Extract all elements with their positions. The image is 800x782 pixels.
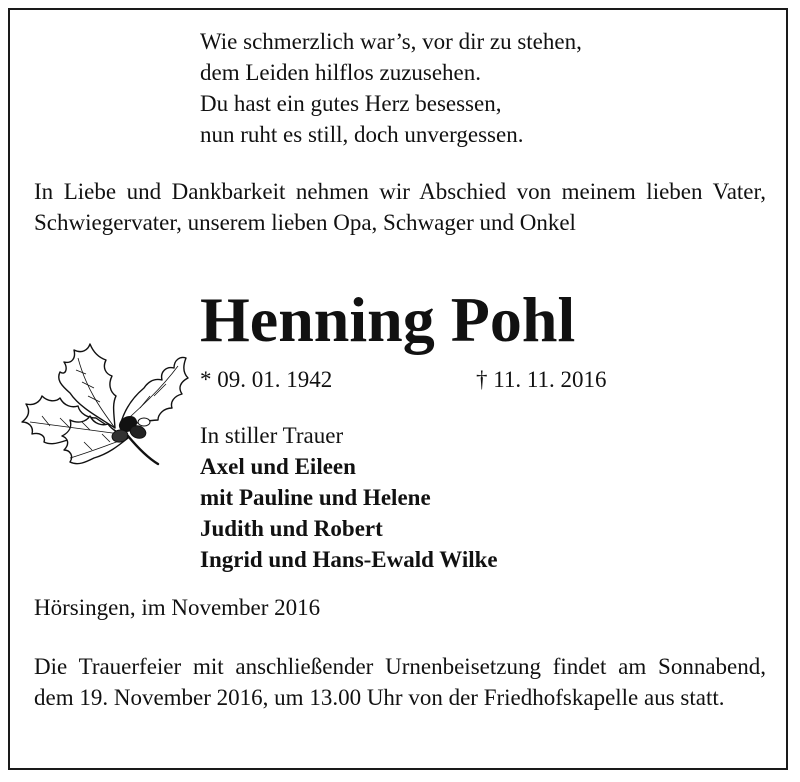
mourner-name: Axel und Eileen <box>200 454 356 479</box>
mourner-name: Ingrid und Hans-Ewald Wilke <box>200 547 498 572</box>
place-and-date: Hörsingen, im November 2016 <box>34 595 321 620</box>
farewell-intro-text: In Liebe und Dankbarkeit nehmen wir Abschied von meinem lieben Vater, Schwiegervater, unserem lieben Opa, Schwager und Onkel <box>34 179 766 235</box>
birth-date: * 09. 01. 1942 <box>200 367 333 392</box>
ceremony-notice: Die Trauerfeier mit anschließender Urnenbeisetzung findet am Sonnabend, dem 19. November 2016, um 13.00 Uhr von der Friedhofskapelle aus statt. <box>34 654 766 710</box>
poem-line: Wie schmerzlich war’s, vor dir zu stehen, <box>200 29 582 54</box>
oak-leaves-acorns-icon <box>20 338 190 468</box>
poem-line: nun ruht es still, doch unvergessen. <box>200 122 524 147</box>
mourners-heading: In stiller Trauer <box>200 423 344 448</box>
mourners-block <box>200 420 498 575</box>
deceased-name: Henning Pohl <box>200 284 576 355</box>
mourner-name: mit Pauline und Helene <box>200 485 431 510</box>
poem-line: Du hast ein gutes Herz besessen, <box>200 91 502 116</box>
death-date: † 11. 11. 2016 <box>476 367 607 392</box>
mourner-name: Judith und Robert <box>200 516 383 541</box>
poem-line: dem Leiden hilflos zuzusehen. <box>200 60 482 85</box>
memorial-poem <box>200 26 582 150</box>
